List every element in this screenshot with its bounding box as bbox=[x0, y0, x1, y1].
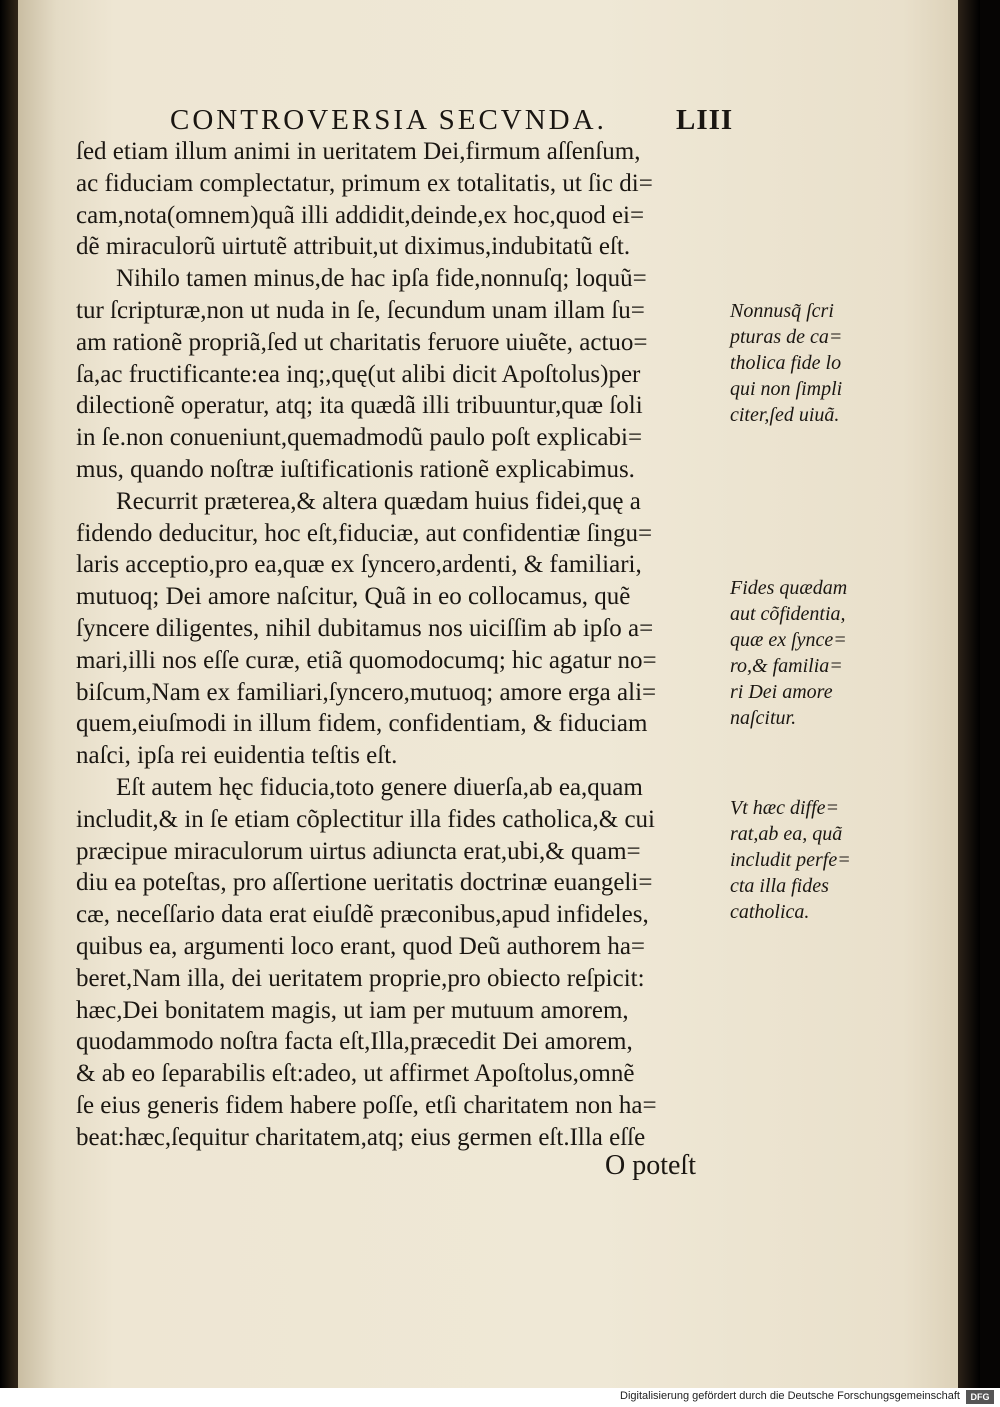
text-line: diu ea poteſtas, pro aſſertione ueritatis doctrinæ euangeli= bbox=[76, 869, 653, 897]
text-line: cam,nota(omnem)quã illi addidit,deinde,ex hoc,quod ei= bbox=[76, 201, 645, 229]
funding-credit: Digitalisierung gefördert durch die Deutsche Forschungsgemeinschaft bbox=[620, 1390, 960, 1402]
text-line: biſcum,Nam ex familiari,ſyncero,mutuoq; amore erga ali= bbox=[76, 678, 657, 706]
text-line: quibus ea, argumenti loco erant, quod Deũ authorem ha= bbox=[76, 932, 646, 960]
text-line: ſed etiam illum animi in ueritatem Dei,firmum aſſenſum, bbox=[76, 138, 641, 165]
text-line: beat:hæc,ſequitur charitatem,atq; eius germen eſt.Illa eſſe bbox=[76, 1123, 646, 1151]
text-line: dilectionẽ operatur, atq; ita quædã illi tribuuntur,quæ ſoli bbox=[76, 392, 643, 420]
text-line: ſe eius generis fidem habere poſſe, etſi charitatem non ha= bbox=[76, 1091, 657, 1119]
note-line: aut cõfidentia, bbox=[730, 603, 846, 625]
note-line: cta illa fides bbox=[730, 875, 829, 897]
text-line: quodammodo noſtra facta eſt,Illa,præcedit Dei amorem, bbox=[76, 1028, 633, 1056]
text-line: includit,& in ſe etiam cõplectitur illa fides catholica,& cui bbox=[76, 805, 655, 833]
note-line: includit perfe= bbox=[730, 849, 851, 871]
text-line: & ab eo ſeparabilis eſt:adeo, ut affirmet Apoſtolus,omnẽ bbox=[76, 1060, 635, 1088]
text-line: am rationẽ propriã,ſed ut charitatis feruore uiuẽte, actuo= bbox=[76, 328, 648, 356]
text-line: naſci, ipſa rei euidentia teſtis eſt. bbox=[76, 742, 398, 770]
text-line: hæc,Dei bonitatem magis, ut iam per mutuum amorem, bbox=[76, 996, 629, 1024]
text-line: dẽ miraculorũ uirtutẽ attribuit,ut diximus,indubitatũ eſt. bbox=[76, 233, 631, 261]
note-line: quæ ex ſynce= bbox=[730, 629, 847, 651]
folio-number: LIII bbox=[676, 104, 734, 136]
body-text bbox=[76, 136, 726, 1154]
note-line: ro,& familia= bbox=[730, 655, 843, 677]
text-line: mutuoq; Dei amore naſcitur, Quã in eo collocamus, quẽ bbox=[76, 583, 631, 611]
text-line: beret,Nam illa, dei ueritatem proprie,pro obiecto reſpicit: bbox=[76, 964, 645, 992]
text-line: laris acceptio,pro ea,quæ ex ſyncero,ardenti, & familiari, bbox=[76, 551, 642, 579]
text-line: mari,illi nos eſſe curæ, etiã quomodocumq; hic agatur no= bbox=[76, 646, 657, 674]
text-line: fidendo deducitur, hoc eſt,fiduciæ, aut confidentiæ ſingu= bbox=[76, 519, 653, 547]
dfg-logo: DFG bbox=[966, 1390, 994, 1404]
note-line: pturas de ca= bbox=[730, 326, 843, 348]
text-line: Recurrit præterea,& altera quædam huius fidei,quę a bbox=[116, 487, 641, 515]
text-line: præcipue miraculorum uirtus adiuncta erat,ubi,& quam= bbox=[76, 837, 641, 865]
marginal-note-3 bbox=[730, 795, 880, 925]
text-line: ſa,ac fructificante:ea inq;,quę(ut alibi dicit Apoſtolus)per bbox=[76, 360, 641, 388]
note-line: ri Dei amore bbox=[730, 681, 833, 703]
text-line: cæ, neceſſario data erat eiuſdẽ præconibus,apud infideles, bbox=[76, 901, 649, 929]
catchword: O poteſt bbox=[605, 1150, 696, 1181]
note-line: citer,ſed uiuã. bbox=[730, 404, 840, 426]
note-line: rat,ab ea, quã bbox=[730, 823, 843, 845]
text-line: mus, quando noſtræ iuſtificationis rationẽ explicabimus. bbox=[76, 455, 635, 483]
note-line: Fides quædam bbox=[730, 577, 848, 599]
footer-bar bbox=[0, 1388, 1000, 1407]
text-line: ſyncere diligentes, nihil dubitamus nos uiciſſim ab ipſo a= bbox=[76, 614, 654, 642]
page-edge-shadow bbox=[958, 0, 980, 1388]
text-line: in ſe.non conueniunt,quemadmodũ paulo poſt explicabi= bbox=[76, 424, 643, 452]
text-line: ac fiduciam complectatur, primum ex totalitatis, ut ſic di= bbox=[76, 169, 653, 197]
note-line: qui non ſimpli bbox=[730, 378, 843, 400]
note-line: Nonnusq̃ ſcri bbox=[730, 300, 834, 322]
running-header bbox=[170, 104, 734, 140]
running-title: CONTROVERSIA SECVNDA. bbox=[170, 104, 607, 136]
note-line: catholica. bbox=[730, 901, 810, 923]
marginal-note-2 bbox=[730, 575, 880, 731]
text-line: tur ſcripturæ,non ut nuda in ſe, ſecundum unam illam ſu= bbox=[76, 296, 645, 324]
marginal-note-1 bbox=[730, 298, 880, 428]
note-line: Vt hæc diffe= bbox=[730, 797, 840, 819]
text-line: Eſt autem hęc fiducia,toto genere diuerſa,ab ea,quam bbox=[116, 773, 643, 801]
text-line: Nihilo tamen minus,de hac ipſa fide,nonnuſq; loquũ= bbox=[116, 265, 647, 293]
text-line: quem,eiuſmodi in illum fidem, confidentiam, & fiduciam bbox=[76, 710, 648, 738]
note-line: naſcitur. bbox=[730, 707, 797, 729]
note-line: tholica fide lo bbox=[730, 352, 842, 374]
